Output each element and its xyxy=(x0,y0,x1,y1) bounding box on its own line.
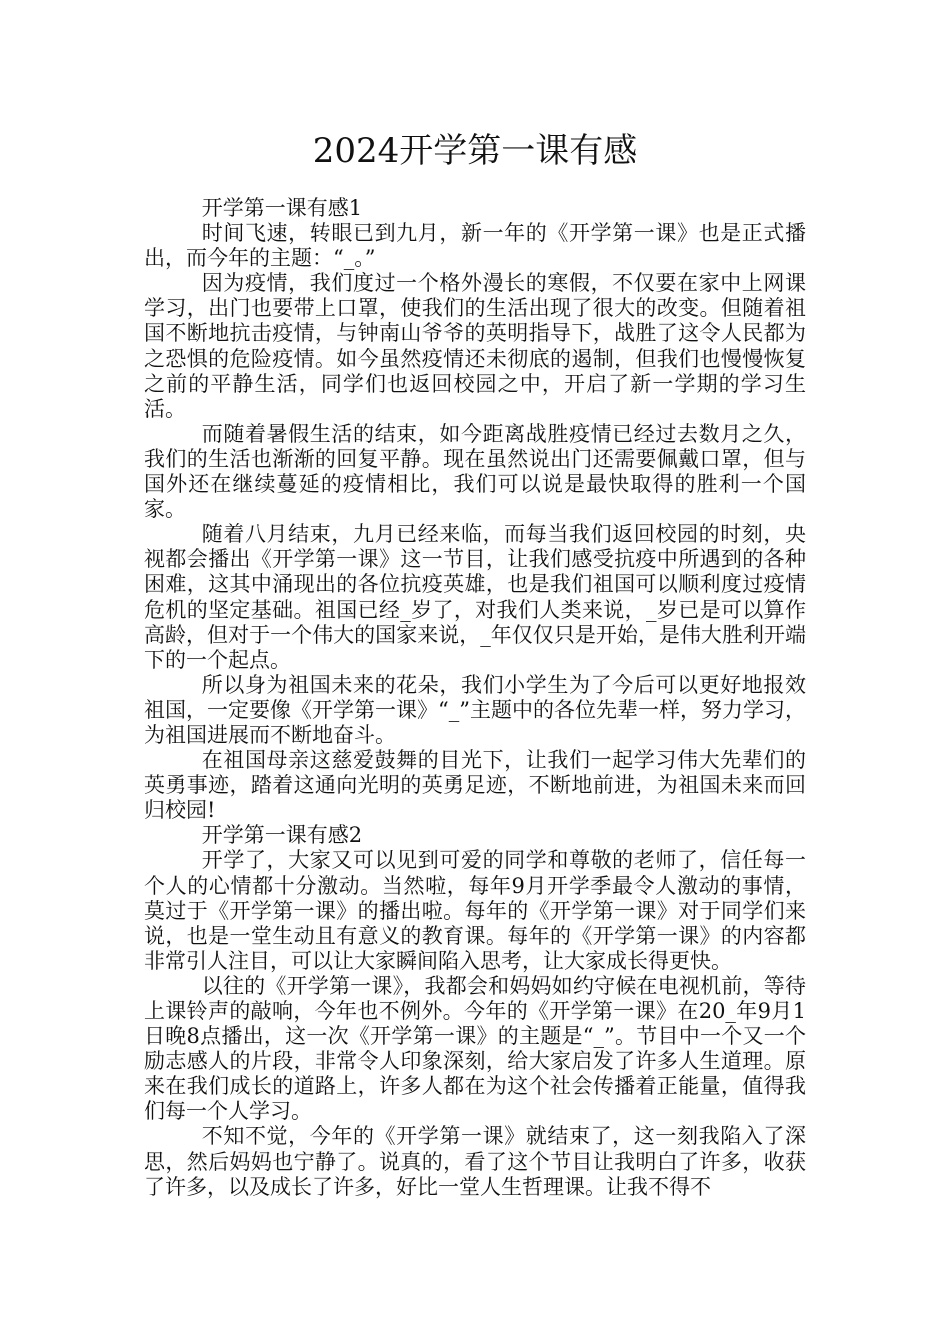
paragraph: 开学了，大家又可以见到可爱的同学和尊敬的老师了，信任每一个人的心情都十分激动。当然啦，每年9月开学季最令人激动的事情，莫过于《开学第一课》的播出啦。每年的《开学第一课》对于同学们来说，也是一堂生动且有意义的教育课。每年的《开学第一课》的内容都非常引人注目，可以让大家瞬间陷入思考，让大家成长得更快。 xyxy=(144,848,806,973)
section-heading-2: 开学第一课有感2 xyxy=(201,823,363,848)
paragraph: 不知不觉，今年的《开学第一课》就结束了，这一刻我陷入了深思，然后妈妈也宁静了。说真的，看了这个节目让我明白了许多，收获了许多，以及成长了许多，好比一堂人生哲理课。让我不得不 xyxy=(144,1124,806,1199)
paragraph: 随着八月结束，九月已经来临，而每当我们返回校园的时刻，央视都会播出《开学第一课》这一节目，让我们感受抗疫中所遇到的各种困难，这其中涌现出的各位抗疫英雄，也是我们祖国可以顺利度过疫情危机的坚定基础。祖国已经_岁了，对我们人类来说，_岁已是可以算作高龄，但对于一个伟大的国家来说，_年仅仅只是开始，是伟大胜利开端下的一个起点。 xyxy=(144,522,806,672)
paragraph: 因为疫情，我们度过一个格外漫长的寒假，不仅要在家中上网课学习，出门也要带上口罩，使我们的生活出现了很大的改变。但随着祖国不断地抗击疫情，与钟南山爷爷的英明指导下，战胜了这令人民都为之恐惧的危险疫情。如今虽然疫情还未彻底的遏制，但我们也慢慢恢复之前的平静生活，同学们也返回校园之中，开启了新一学期的学习生活。 xyxy=(144,271,806,421)
paragraph: 而随着暑假生活的结束，如今距离战胜疫情已经过去数月之久，我们的生活也渐渐的回复平静。现在虽然说出门还需要佩戴口罩，但与国外还在继续蔓延的疫情相比，我们可以说是最快取得的胜利一个国家。 xyxy=(144,421,806,522)
paragraph: 以往的《开学第一课》，我都会和妈妈如约守候在电视机前，等待上课铃声的敲响，今年也不例外。今年的《开学第一课》在20_年9月1日晚8点播出，这一次《开学第一课》的主题是“_”。节目中一个又一个励志感人的片段，非常令人印象深刻，给大家启发了许多人生道理。原来在我们成长的道路上，许多人都在为这个社会传播着正能量，值得我们每一个人学习。 xyxy=(144,973,806,1124)
paragraph: 所以身为祖国未来的花朵，我们小学生为了今后可以更好地报效祖国，一定要像《开学第一课》“_”主题中的各位先辈一样，努力学习，为祖国进展而不断地奋斗。 xyxy=(144,672,806,747)
document-title: 2024开学第一课有感 xyxy=(312,131,638,171)
section-heading-1: 开学第一课有感1 xyxy=(201,196,363,220)
paragraph: 时间飞速，转眼已到九月，新一年的《开学第一课》也是正式播出，而今年的主题：“_。” xyxy=(144,221,806,271)
paragraph: 在祖国母亲这慈爱鼓舞的目光下，让我们一起学习伟大先辈们的英勇事迹，踏着这通向光明的英勇足迹，不断地前进，为祖国未来而回归校园! xyxy=(144,748,806,823)
document-body xyxy=(144,196,806,1200)
